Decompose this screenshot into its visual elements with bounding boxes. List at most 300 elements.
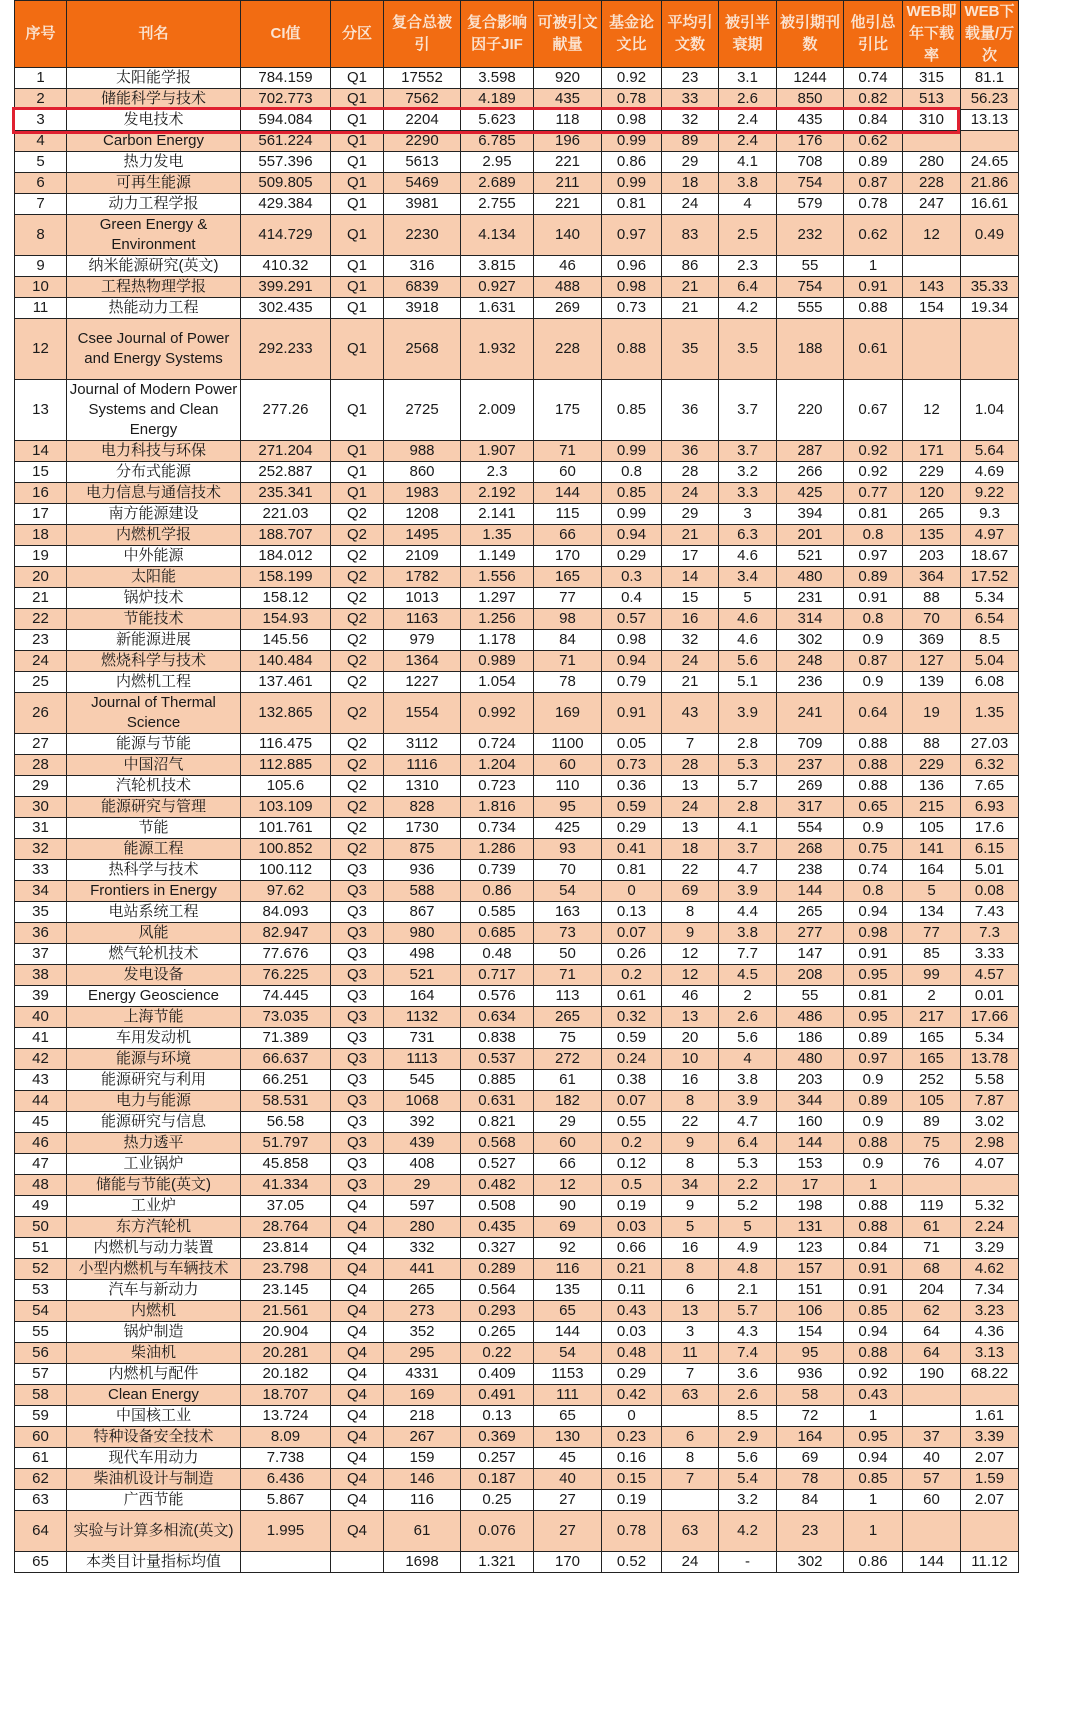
metric-cell: 65 <box>534 1301 602 1322</box>
metric-cell: 0.74 <box>844 860 903 881</box>
metric-cell: 105 <box>903 818 961 839</box>
metric-cell: 28 <box>662 462 719 483</box>
metric-cell: 0.66 <box>602 1238 662 1259</box>
metric-cell: 1227 <box>384 672 461 693</box>
row-index-cell: 61 <box>15 1448 67 1469</box>
metric-cell: 268 <box>777 839 844 860</box>
metric-cell: 2.6 <box>719 1385 777 1406</box>
metric-cell: 875 <box>384 839 461 860</box>
metric-cell: 0.89 <box>844 1028 903 1049</box>
metric-cell: 3.7 <box>719 839 777 860</box>
metric-cell: 5613 <box>384 152 461 173</box>
metric-cell: 0.98 <box>844 923 903 944</box>
metric-cell: 6.4 <box>719 1133 777 1154</box>
metric-cell: 131 <box>777 1217 844 1238</box>
metric-cell: 37 <box>903 1427 961 1448</box>
header-row <box>15 1 1019 68</box>
metric-cell: 5469 <box>384 173 461 194</box>
journal-name-cell: 热力透平 <box>67 1133 241 1154</box>
metric-cell: 236 <box>777 672 844 693</box>
metric-cell: 13.78 <box>961 1049 1019 1070</box>
metric-cell: 3.39 <box>961 1427 1019 1448</box>
table-row <box>15 1280 1019 1301</box>
metric-cell: 17 <box>662 546 719 567</box>
metric-cell: 0.838 <box>461 1028 534 1049</box>
metric-cell: 0.81 <box>844 986 903 1007</box>
metric-cell: 1364 <box>384 651 461 672</box>
metric-cell: 435 <box>534 89 602 110</box>
column-header: 刊名 <box>67 1 241 68</box>
metric-cell: 237 <box>777 755 844 776</box>
metric-cell: 66 <box>534 525 602 546</box>
metric-cell: 252 <box>903 1070 961 1091</box>
metric-cell: 77 <box>903 923 961 944</box>
metric-cell: 147 <box>777 944 844 965</box>
metric-cell: 271.204 <box>241 441 331 462</box>
metric-cell: 14 <box>662 567 719 588</box>
metric-cell: 435 <box>777 110 844 131</box>
metric-cell: 157 <box>777 1259 844 1280</box>
journal-name-cell: 东方汽轮机 <box>67 1217 241 1238</box>
metric-cell: 509.805 <box>241 173 331 194</box>
row-index-cell: 24 <box>15 651 67 672</box>
metric-cell: 5 <box>903 881 961 902</box>
journal-name-cell: 中外能源 <box>67 546 241 567</box>
metric-cell: 12 <box>662 965 719 986</box>
metric-cell: 89 <box>903 1112 961 1133</box>
metric-cell: Q4 <box>331 1280 384 1301</box>
metric-cell: 1.35 <box>961 693 1019 734</box>
metric-cell: 0.927 <box>461 277 534 298</box>
metric-cell: 0.24 <box>602 1049 662 1070</box>
metric-cell <box>903 1175 961 1196</box>
metric-cell: 136 <box>903 776 961 797</box>
metric-cell: 709 <box>777 734 844 755</box>
metric-cell: 302.435 <box>241 298 331 319</box>
column-header: 被引半衰期 <box>719 1 777 68</box>
metric-cell: Q1 <box>331 89 384 110</box>
metric-cell: Q3 <box>331 986 384 1007</box>
metric-cell: 2290 <box>384 131 461 152</box>
row-index-cell: 60 <box>15 1427 67 1448</box>
metric-cell: 1554 <box>384 693 461 734</box>
column-header: 复合总被引 <box>384 1 461 68</box>
metric-cell: 13 <box>662 1007 719 1028</box>
metric-cell: 229 <box>903 462 961 483</box>
metric-cell: 68 <box>903 1259 961 1280</box>
metric-cell: 144 <box>534 483 602 504</box>
metric-cell: 2.2 <box>719 1175 777 1196</box>
table-row <box>15 1490 1019 1511</box>
metric-cell: 369 <box>903 630 961 651</box>
metric-cell: 392 <box>384 1112 461 1133</box>
journal-name-cell: 电站系统工程 <box>67 902 241 923</box>
metric-cell <box>241 1552 331 1573</box>
journal-name-cell: 小型内燃机与车辆技术 <box>67 1259 241 1280</box>
metric-cell: 0.78 <box>602 89 662 110</box>
metric-cell: Q3 <box>331 860 384 881</box>
metric-cell: 394 <box>777 504 844 525</box>
metric-cell: 7.34 <box>961 1280 1019 1301</box>
metric-cell: 1113 <box>384 1049 461 1070</box>
table-row <box>15 380 1019 441</box>
metric-cell: 58 <box>777 1385 844 1406</box>
metric-cell: 66.251 <box>241 1070 331 1091</box>
metric-cell: 0.92 <box>602 68 662 89</box>
metric-cell: 82.947 <box>241 923 331 944</box>
metric-cell: 58.531 <box>241 1091 331 1112</box>
journal-name-cell: 节能技术 <box>67 609 241 630</box>
metric-cell: 0.15 <box>602 1469 662 1490</box>
row-index-cell: 9 <box>15 256 67 277</box>
metric-cell: 0.94 <box>602 525 662 546</box>
metric-cell: 0.97 <box>602 215 662 256</box>
metric-cell: 88 <box>903 588 961 609</box>
metric-cell: 21 <box>662 672 719 693</box>
metric-cell: 287 <box>777 441 844 462</box>
metric-cell: 1.995 <box>241 1511 331 1552</box>
metric-cell: 0.88 <box>602 319 662 380</box>
table-row <box>15 152 1019 173</box>
metric-cell: 0.634 <box>461 1007 534 1028</box>
metric-cell: 2.141 <box>461 504 534 525</box>
metric-cell: 84 <box>777 1490 844 1511</box>
metric-cell: 0.21 <box>602 1259 662 1280</box>
metric-cell: 0.5 <box>602 1175 662 1196</box>
table-row <box>15 797 1019 818</box>
metric-cell: 0.265 <box>461 1322 534 1343</box>
metric-cell: 5.04 <box>961 651 1019 672</box>
journal-name-cell: 工业锅炉 <box>67 1154 241 1175</box>
table-row <box>15 818 1019 839</box>
metric-cell: 201 <box>777 525 844 546</box>
metric-cell: 860 <box>384 462 461 483</box>
metric-cell: 292.233 <box>241 319 331 380</box>
row-index-cell: 59 <box>15 1406 67 1427</box>
metric-cell: 4.2 <box>719 298 777 319</box>
metric-cell: 85 <box>903 944 961 965</box>
metric-cell: 0.32 <box>602 1007 662 1028</box>
metric-cell: 3.8 <box>719 923 777 944</box>
metric-cell: 4.7 <box>719 860 777 881</box>
metric-cell: 0.94 <box>844 1448 903 1469</box>
metric-cell: 480 <box>777 1049 844 1070</box>
metric-cell: Q3 <box>331 1133 384 1154</box>
journal-name-cell: 风能 <box>67 923 241 944</box>
metric-cell <box>961 1175 1019 1196</box>
metric-cell: 17.52 <box>961 567 1019 588</box>
metric-cell: 0.86 <box>844 1552 903 1573</box>
metric-cell: Q1 <box>331 441 384 462</box>
metric-cell: 106 <box>777 1301 844 1322</box>
metric-cell: 1 <box>844 1490 903 1511</box>
metric-cell: 0.98 <box>602 110 662 131</box>
metric-cell: Q2 <box>331 755 384 776</box>
metric-cell: 0.82 <box>844 89 903 110</box>
metric-cell: 0.8 <box>844 881 903 902</box>
metric-cell <box>903 1406 961 1427</box>
row-index-cell: 33 <box>15 860 67 881</box>
metric-cell: 139 <box>903 672 961 693</box>
journal-name-cell: 锅炉技术 <box>67 588 241 609</box>
table-row <box>15 1049 1019 1070</box>
metric-cell: 0.36 <box>602 776 662 797</box>
table-row <box>15 734 1019 755</box>
metric-cell: 164 <box>777 1427 844 1448</box>
metric-cell: 2.4 <box>719 110 777 131</box>
metric-cell: 8.09 <box>241 1427 331 1448</box>
metric-cell: 6.93 <box>961 797 1019 818</box>
metric-cell: 0.9 <box>844 672 903 693</box>
row-index-cell: 18 <box>15 525 67 546</box>
metric-cell: 265 <box>903 504 961 525</box>
metric-cell: 0.22 <box>461 1343 534 1364</box>
metric-cell: 0.12 <box>602 1154 662 1175</box>
metric-cell: 5.01 <box>961 860 1019 881</box>
row-index-cell: 58 <box>15 1385 67 1406</box>
metric-cell: 352 <box>384 1322 461 1343</box>
metric-cell: 0.62 <box>844 215 903 256</box>
metric-cell: 100.852 <box>241 839 331 860</box>
metric-cell: 1100 <box>534 734 602 755</box>
table-row <box>15 1427 1019 1448</box>
metric-cell: 158.199 <box>241 567 331 588</box>
metric-cell: 198 <box>777 1196 844 1217</box>
metric-cell: Q3 <box>331 944 384 965</box>
metric-cell: 46 <box>534 256 602 277</box>
metric-cell: 1.321 <box>461 1552 534 1573</box>
metric-cell: 241 <box>777 693 844 734</box>
metric-cell: 0.2 <box>602 1133 662 1154</box>
metric-cell: 8.5 <box>719 1406 777 1427</box>
metric-cell: 0.717 <box>461 965 534 986</box>
metric-cell: 2 <box>719 986 777 1007</box>
table-row <box>15 1196 1019 1217</box>
journal-name-cell: 纳米能源研究(英文) <box>67 256 241 277</box>
metric-cell: Q4 <box>331 1196 384 1217</box>
row-index-cell: 7 <box>15 194 67 215</box>
metric-cell: 0.9 <box>844 1112 903 1133</box>
metric-cell: Q4 <box>331 1448 384 1469</box>
journal-name-cell: Energy Geoscience <box>67 986 241 1007</box>
metric-cell: 1.907 <box>461 441 534 462</box>
table-row <box>15 1217 1019 1238</box>
metric-cell: 0.97 <box>844 546 903 567</box>
metric-cell: 0.29 <box>602 1364 662 1385</box>
metric-cell: 203 <box>903 546 961 567</box>
metric-cell: 0.95 <box>844 965 903 986</box>
metric-cell: 4.5 <box>719 965 777 986</box>
metric-cell: 130 <box>534 1427 602 1448</box>
metric-cell: 1782 <box>384 567 461 588</box>
metric-cell: 0.88 <box>844 1217 903 1238</box>
column-header: 基金论文比 <box>602 1 662 68</box>
metric-cell: 154 <box>903 298 961 319</box>
metric-cell: 15 <box>662 588 719 609</box>
metric-cell: 0.07 <box>602 1091 662 1112</box>
metric-cell: 37.05 <box>241 1196 331 1217</box>
row-index-cell: 22 <box>15 609 67 630</box>
metric-cell: 0.992 <box>461 693 534 734</box>
metric-cell: 24 <box>662 797 719 818</box>
row-index-cell: 53 <box>15 1280 67 1301</box>
metric-cell: Q2 <box>331 776 384 797</box>
metric-cell: Q1 <box>331 319 384 380</box>
metric-cell: 314 <box>777 609 844 630</box>
metric-cell: 17.6 <box>961 818 1019 839</box>
metric-cell: 0 <box>602 881 662 902</box>
metric-cell: 55 <box>777 256 844 277</box>
metric-cell: Q1 <box>331 68 384 89</box>
metric-cell: 269 <box>777 776 844 797</box>
metric-cell: 70 <box>534 860 602 881</box>
metric-cell: 4.7 <box>719 1112 777 1133</box>
table-row <box>15 755 1019 776</box>
metric-cell: 4.6 <box>719 546 777 567</box>
journal-name-cell: Journal of Modern Power Systems and Clean Energy <box>67 380 241 441</box>
metric-cell: 211 <box>534 173 602 194</box>
row-index-cell: 36 <box>15 923 67 944</box>
table-row <box>15 1552 1019 1573</box>
journal-name-cell: 热力发电 <box>67 152 241 173</box>
metric-cell: 1495 <box>384 525 461 546</box>
journal-name-cell: 热能动力工程 <box>67 298 241 319</box>
journal-name-cell: 柴油机设计与制造 <box>67 1469 241 1490</box>
metric-cell: 5.64 <box>961 441 1019 462</box>
metric-cell: 1730 <box>384 818 461 839</box>
metric-cell: 0.409 <box>461 1364 534 1385</box>
metric-cell: 3.598 <box>461 68 534 89</box>
metric-cell: 116 <box>384 1490 461 1511</box>
metric-cell: 3.9 <box>719 881 777 902</box>
metric-cell: 112.885 <box>241 755 331 776</box>
metric-cell: 127 <box>903 651 961 672</box>
metric-cell: 1.816 <box>461 797 534 818</box>
metric-cell: 6.3 <box>719 525 777 546</box>
metric-cell: Q3 <box>331 902 384 923</box>
metric-cell: 0.65 <box>844 797 903 818</box>
journal-name-cell: Clean Energy <box>67 1385 241 1406</box>
journal-name-cell: 太阳能 <box>67 567 241 588</box>
metric-cell: 0.9 <box>844 1070 903 1091</box>
table-row <box>15 1091 1019 1112</box>
metric-cell: 0.16 <box>602 1448 662 1469</box>
metric-cell: 3.815 <box>461 256 534 277</box>
metric-cell: 204 <box>903 1280 961 1301</box>
row-index-cell: 63 <box>15 1490 67 1511</box>
metric-cell: 34 <box>662 1175 719 1196</box>
metric-cell: Q3 <box>331 1154 384 1175</box>
metric-cell: 1.297 <box>461 588 534 609</box>
metric-cell: 920 <box>534 68 602 89</box>
metric-cell: 13 <box>662 776 719 797</box>
table-row <box>15 693 1019 734</box>
metric-cell: 277.26 <box>241 380 331 441</box>
metric-cell: 0.62 <box>844 131 903 152</box>
metric-cell: 0.03 <box>602 1217 662 1238</box>
journal-name-cell: 车用发动机 <box>67 1028 241 1049</box>
metric-cell: 188.707 <box>241 525 331 546</box>
metric-cell: 203 <box>777 1070 844 1091</box>
metric-cell: 731 <box>384 1028 461 1049</box>
metric-cell: 3981 <box>384 194 461 215</box>
metric-cell: 3.7 <box>719 380 777 441</box>
journal-name-cell: Frontiers in Energy <box>67 881 241 902</box>
metric-cell: Q2 <box>331 525 384 546</box>
metric-cell: 163 <box>534 902 602 923</box>
metric-cell: 2.192 <box>461 483 534 504</box>
metric-cell: 21 <box>662 277 719 298</box>
metric-cell: 2230 <box>384 215 461 256</box>
row-index-cell: 35 <box>15 902 67 923</box>
metric-cell: 0.89 <box>844 567 903 588</box>
metric-cell: 141 <box>903 839 961 860</box>
metric-cell: 4.2 <box>719 1511 777 1552</box>
metric-cell: 0.724 <box>461 734 534 755</box>
journal-name-cell: 分布式能源 <box>67 462 241 483</box>
metric-cell: 3.6 <box>719 1364 777 1385</box>
metric-cell: 74.445 <box>241 986 331 1007</box>
metric-cell: 24 <box>662 1552 719 1573</box>
metric-cell: 7562 <box>384 89 461 110</box>
metric-cell: 0.685 <box>461 923 534 944</box>
metric-cell: 1116 <box>384 755 461 776</box>
metric-cell: 498 <box>384 944 461 965</box>
metric-cell: 0.289 <box>461 1259 534 1280</box>
row-index-cell: 50 <box>15 1217 67 1238</box>
journal-name-cell: 发电设备 <box>67 965 241 986</box>
metric-cell: 344 <box>777 1091 844 1112</box>
metric-cell: 196 <box>534 131 602 152</box>
metric-cell: 69 <box>534 1217 602 1238</box>
metric-cell: 0.73 <box>602 755 662 776</box>
metric-cell: 9.22 <box>961 483 1019 504</box>
metric-cell: 439 <box>384 1133 461 1154</box>
table-row <box>15 1259 1019 1280</box>
metric-cell: 0 <box>602 1406 662 1427</box>
metric-cell: 486 <box>777 1007 844 1028</box>
row-index-cell: 25 <box>15 672 67 693</box>
metric-cell: 24 <box>662 483 719 504</box>
metric-cell: 0.99 <box>602 441 662 462</box>
metric-cell: 0.482 <box>461 1175 534 1196</box>
journal-name-cell: 内燃机与动力装置 <box>67 1238 241 1259</box>
row-index-cell: 43 <box>15 1070 67 1091</box>
metric-cell: Q2 <box>331 609 384 630</box>
metric-cell: 111 <box>534 1385 602 1406</box>
metric-cell: 7.43 <box>961 902 1019 923</box>
journal-name-cell: 工业炉 <box>67 1196 241 1217</box>
metric-cell: 54 <box>534 881 602 902</box>
metric-cell: 4.8 <box>719 1259 777 1280</box>
metric-cell: 2568 <box>384 319 461 380</box>
row-index-cell: 51 <box>15 1238 67 1259</box>
journal-name-cell: 现代车用动力 <box>67 1448 241 1469</box>
metric-cell: 41.334 <box>241 1175 331 1196</box>
table-row <box>15 1028 1019 1049</box>
metric-cell: 0.92 <box>844 1364 903 1385</box>
row-index-cell: 49 <box>15 1196 67 1217</box>
metric-cell: 73 <box>534 923 602 944</box>
metric-cell: 0.59 <box>602 1028 662 1049</box>
metric-cell: 13 <box>662 818 719 839</box>
metric-cell: 57 <box>903 1469 961 1490</box>
column-header: 分区 <box>331 1 384 68</box>
metric-cell: 218 <box>384 1406 461 1427</box>
metric-cell: 105 <box>903 1091 961 1112</box>
metric-cell: 97.62 <box>241 881 331 902</box>
metric-cell: Q4 <box>331 1322 384 1343</box>
